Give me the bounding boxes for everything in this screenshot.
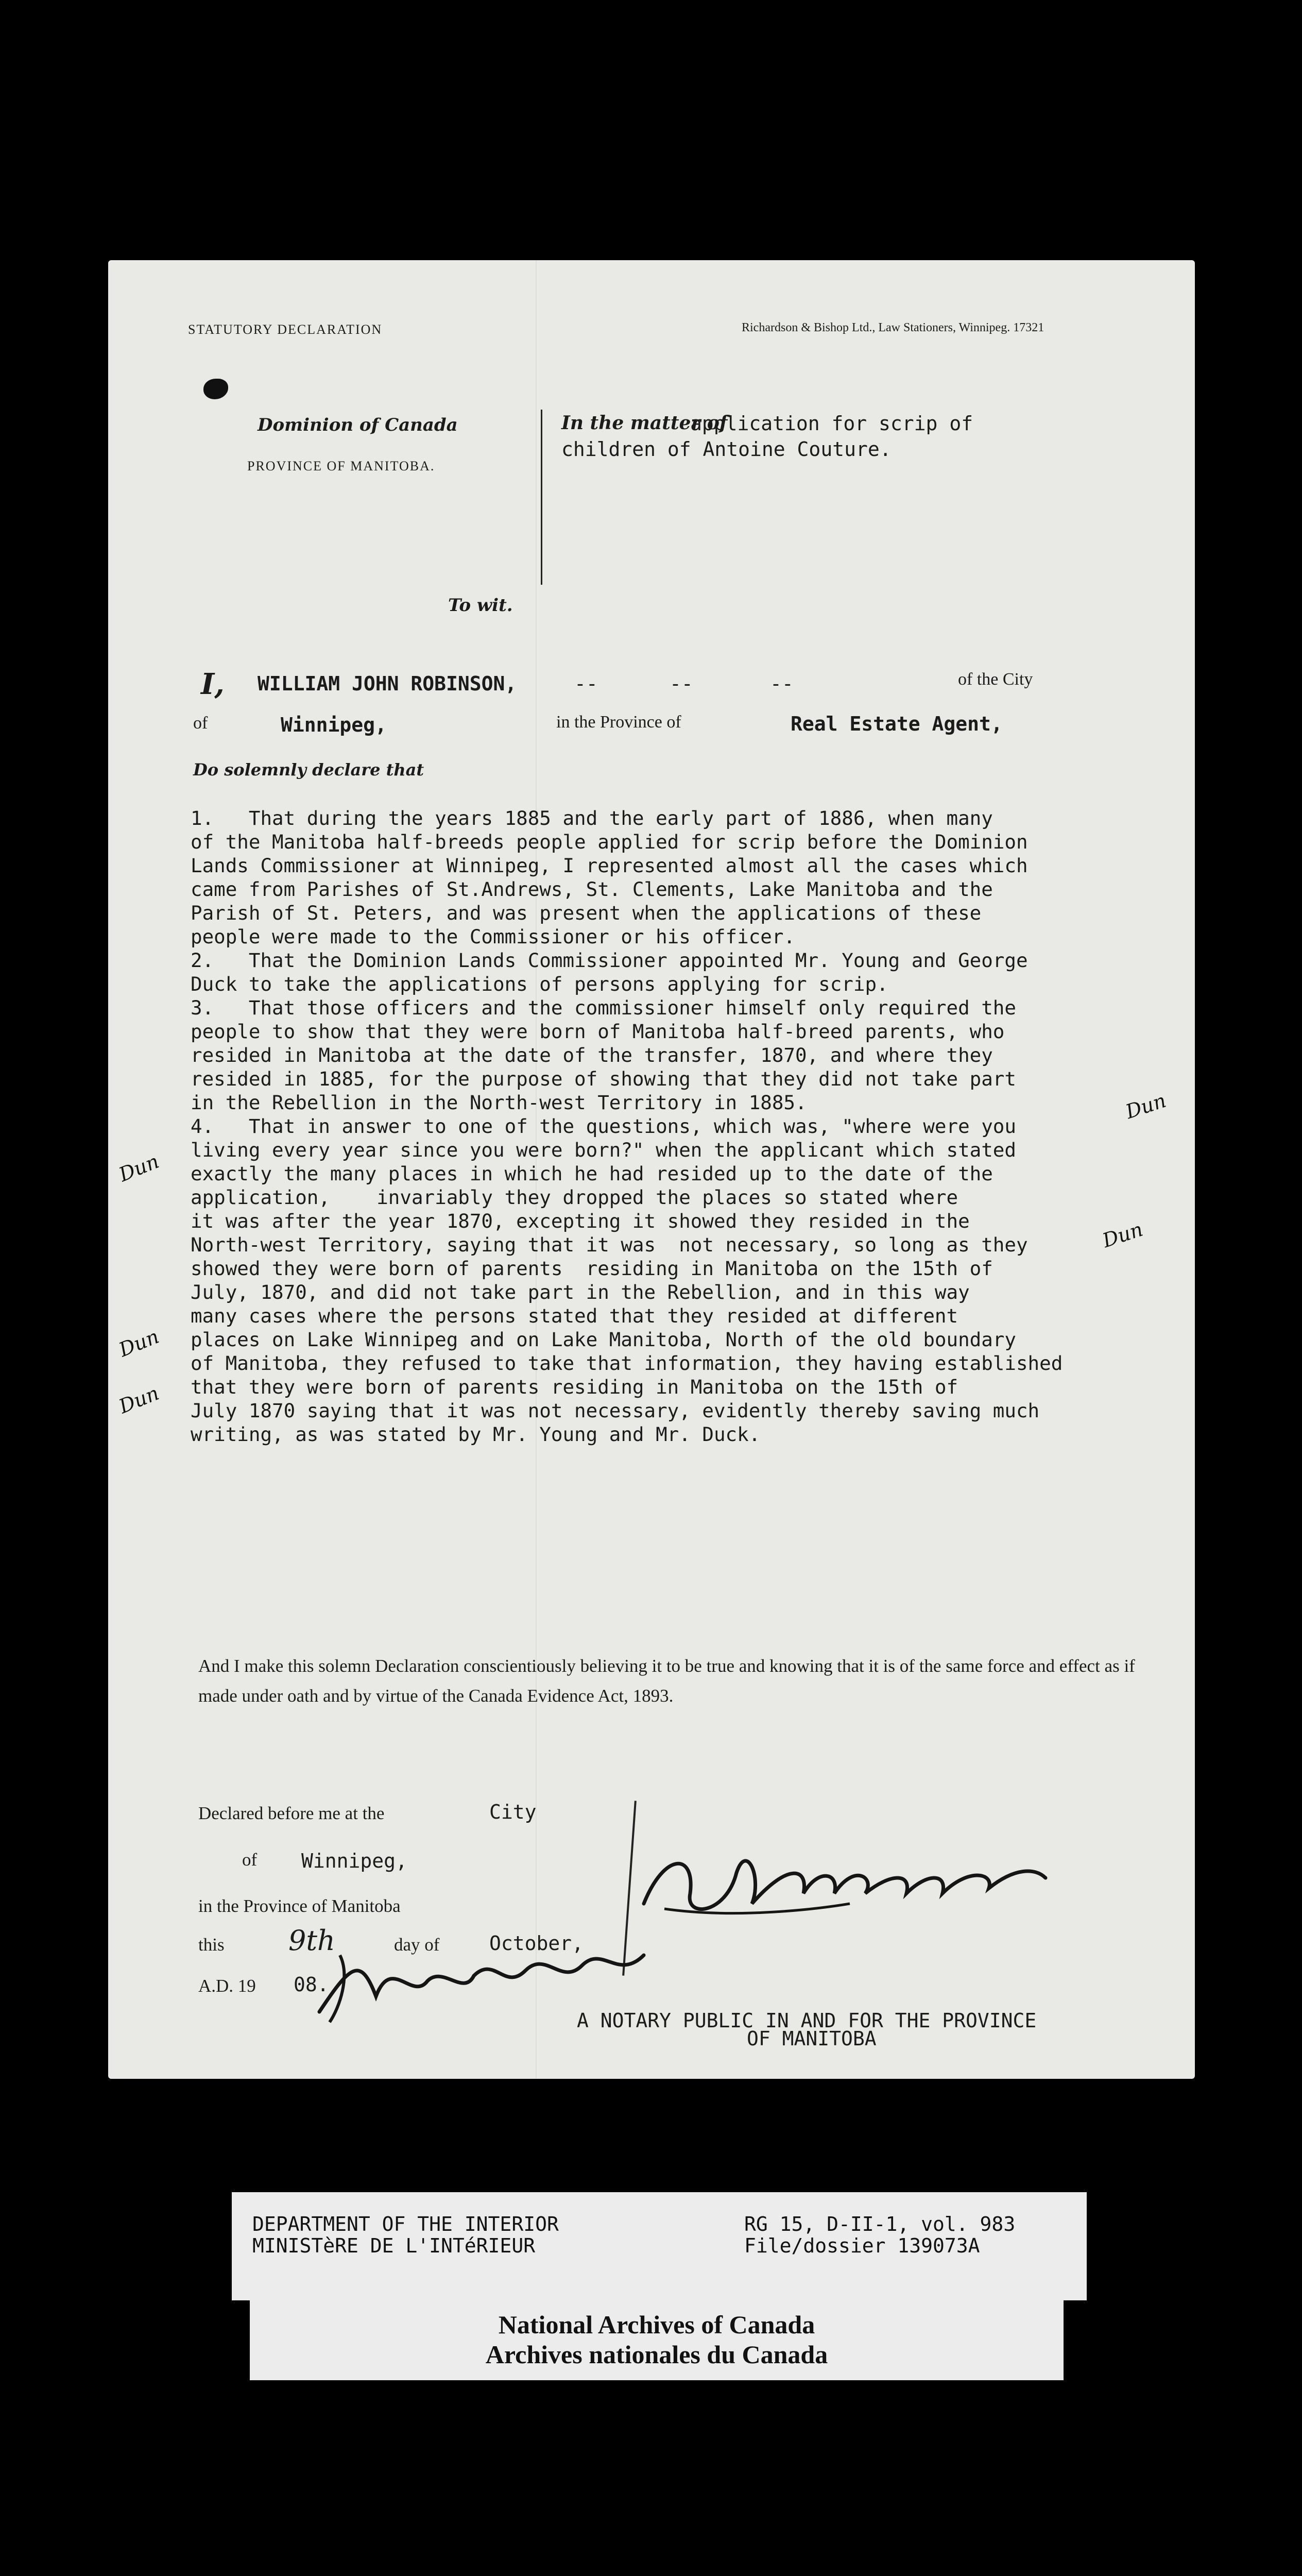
marginal-initials: Dun (1100, 1217, 1146, 1252)
body-line: application, invariably they dropped the places so stated where (191, 1186, 958, 1209)
body-line: 4. That in answer to one of the questions, which was, "where were you (191, 1115, 1016, 1138)
body-line: exactly the many places in which he had resided up to the date of the (191, 1162, 993, 1185)
declarant-signature (633, 1832, 1097, 1935)
body-line: it was after the year 1870, excepting it showed they resided in the (191, 1210, 970, 1232)
of-label: of (193, 714, 208, 733)
solemnly-declare: Do solemnly declare that (193, 760, 424, 779)
body-line: people to show that they were born of Manitoba half-breed parents, who (191, 1020, 1005, 1043)
notary-signature (309, 1935, 680, 2027)
in-province-label: in the Province of (556, 713, 681, 732)
body-line: resided in 1885, for the purpose of showing that they did not take part (191, 1067, 1016, 1090)
dash: -- (574, 672, 598, 695)
body-line: Parish of St. Peters, and was present when the applications of these (191, 902, 982, 924)
declared-of-label: of (242, 1850, 258, 1870)
body-line: came from Parishes of St.Andrews, St. Clements, Lake Manitoba and the (191, 878, 993, 901)
declaration-clause: And I make this solemn Declaration conscientiously believing it to be true and knowing that it is of the same force and effect as if made under oath and by virtue of the Canada Evidence Act, 1893. (198, 1656, 1135, 1706)
archive-name-en: National Archives of Canada (498, 2310, 815, 2339)
declared-city-name: Winnipeg, (301, 1850, 407, 1872)
body-line: 1. That during the years 1885 and the early part of 1886, when many (191, 807, 993, 829)
marginal-initials: Dun (115, 1381, 162, 1418)
archive-name-label (250, 2300, 1064, 2380)
dash: -- (770, 672, 794, 695)
dept-en: DEPARTMENT OF THE INTERIOR (252, 2213, 559, 2235)
body-line: July, 1870, and did not take part in the Rebellion, and in this way (191, 1281, 970, 1303)
bracket-line (541, 410, 542, 585)
in-province-manitoba: in the Province of Manitoba (198, 1896, 401, 1916)
body-line: of the Manitoba half-breeds people applied for scrip before the Dominion (191, 831, 1028, 853)
declaration-document (108, 260, 1195, 2079)
body-line: people were made to the Commissioner or his officer. (191, 925, 795, 948)
notary-line-2: OF MANITOBA (747, 2027, 877, 2050)
year-value: 08. (294, 1973, 329, 1996)
declared-city: City (489, 1801, 537, 1823)
application-line-2: children of Antoine Couture. (561, 438, 892, 461)
this-label: this (198, 1935, 225, 1955)
body-line: that they were born of parents residing in Manitoba on the 15th of (191, 1376, 958, 1398)
notary-line-1: A NOTARY PUBLIC IN AND FOR THE PROVINCE (577, 2009, 1037, 2032)
declared-before-label: Declared before me at the (198, 1803, 385, 1823)
in-the-matter-label: In the matter of (561, 412, 728, 434)
form-title: STATUTORY DECLARATION (188, 322, 383, 337)
dept-fr: MINISTèRE DE L'INTéRIEUR (252, 2234, 536, 2257)
archive-name-fr: Archives nationales du Canada (485, 2340, 828, 2369)
body-line: showed they were born of parents residing in Manitoba on the 15th of (191, 1257, 993, 1280)
marginal-initials: Dun (115, 1149, 162, 1187)
body-line: 3. That those officers and the commissioner himself only required the (191, 996, 1016, 1019)
body-line: 2. That the Dominion Lands Commissioner appointed Mr. Young and George (191, 949, 1028, 972)
body-line: writing, as was stated by Mr. Young and Mr. Duck. (191, 1423, 761, 1446)
body-line: living every year since you were born?" when the applicant which stated (191, 1139, 1016, 1161)
printer-imprint: Richardson & Bishop Ltd., Law Stationers, Winnipeg. 17321 (742, 321, 1044, 334)
dash: -- (670, 672, 693, 695)
day-of-label: day of (394, 1935, 440, 1955)
ink-blot (203, 379, 228, 399)
archive-label (232, 2192, 1087, 2300)
of-the-city-label: of the City (958, 670, 1033, 689)
declarant-name: WILLIAM JOHN ROBINSON, (258, 672, 517, 695)
body-line: North-west Territory, saying that it was not necessary, so long as they (191, 1233, 1028, 1256)
day-number: 9th (288, 1924, 335, 1957)
body-line: many cases where the persons stated that they resided at different (191, 1304, 958, 1327)
city-value: Winnipeg, (281, 714, 387, 736)
body-line: July 1870 saying that it was not necessary, evidently thereby saving much (191, 1399, 1040, 1422)
body-line: Duck to take the applications of persons applying for scrip. (191, 973, 888, 995)
marginal-initials: Dun (1123, 1089, 1169, 1124)
i-letter: I, (201, 667, 225, 701)
body-line: in the Rebellion in the North-west Territory in 1885. (191, 1091, 807, 1114)
application-line-1: application for scrip of (690, 412, 973, 435)
province-heading: PROVINCE OF MANITOBA. (247, 459, 435, 473)
body-line: resided in Manitoba at the date of the transfer, 1870, and where they (191, 1044, 993, 1066)
declaration-body (191, 806, 1169, 1446)
month-value: October, (489, 1932, 584, 1955)
body-line: Lands Commissioner at Winnipeg, I represented almost all the cases which (191, 854, 1028, 877)
body-line: of Manitoba, they refused to take that information, they having established (191, 1352, 1063, 1375)
archive-reference: RG 15, D-II-1, vol. 983 (744, 2213, 1016, 2235)
to-wit: To wit. (448, 595, 513, 616)
ad-label: A.D. 19 (198, 1976, 256, 1996)
marginal-initials: Dun (115, 1325, 162, 1362)
file-number: File/dossier 139073A (744, 2234, 980, 2257)
dominion-heading: Dominion of Canada (258, 415, 458, 435)
body-line: places on Lake Winnipeg and on Lake Manitoba, North of the old boundary (191, 1328, 1016, 1351)
occupation-value: Real Estate Agent, (791, 713, 1003, 735)
